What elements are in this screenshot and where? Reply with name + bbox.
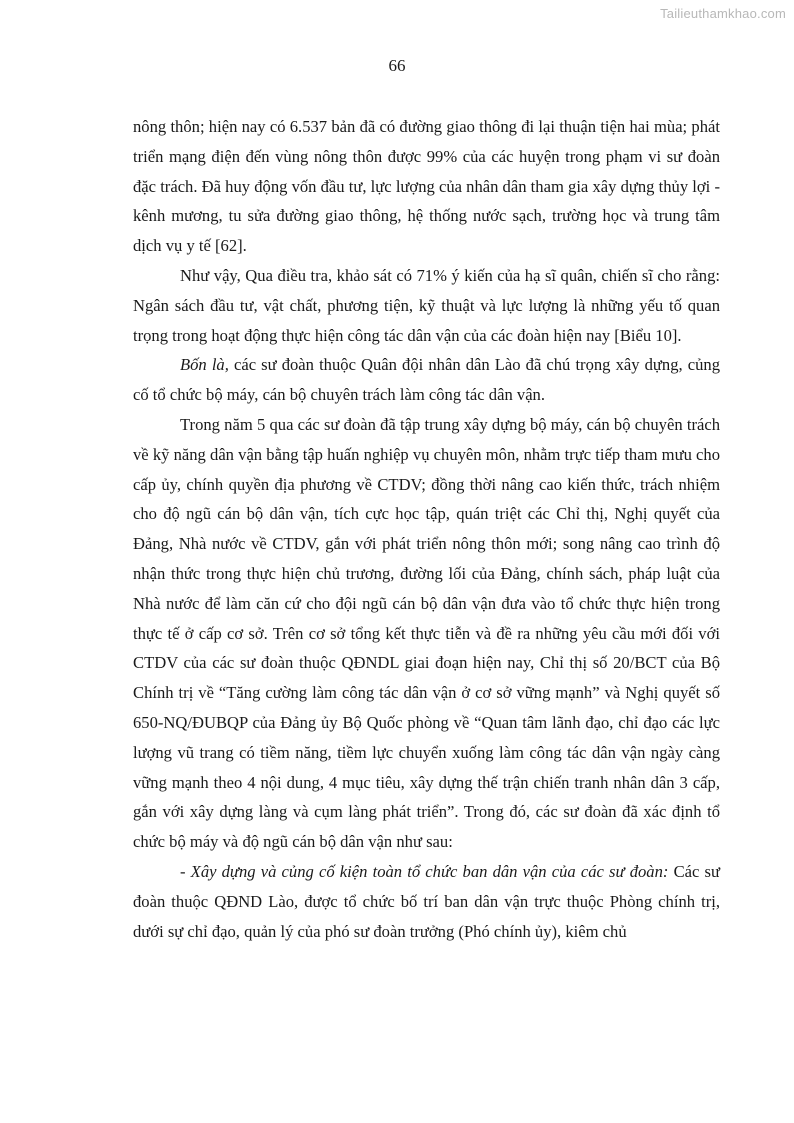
paragraph-5 [133,857,720,946]
paragraph-3-text: các sư đoàn thuộc Quân đội nhân dân Lào đã chú trọng xây dựng, củng cố tổ chức bộ máy, cán bộ chuyên trách làm công tác dân vận. [133,355,721,405]
paragraph-3-lead: Bốn là, [180,355,229,375]
page-number: 66 [388,56,406,75]
paragraph-2: Như vậy, Qua điều tra, khảo sát có 71% ý kiến của hạ sĩ quân, chiến sĩ cho rằng: Ngân sách đầu tư, vật chất, phương tiện, kỹ thuật và lực lượng là những yếu tố quan trọng trong hoạt động thực hiện công tác dân vận của các đoàn hiện nay [Biểu 10]. [133,265,720,345]
paragraph-3 [133,350,720,410]
paragraph-1: nông thôn; hiện nay có 6.537 bản đã có đường giao thông đi lại thuận tiện hai mùa; phát triển mạng điện đến vùng nông thôn được 99% của các huyện trong phạm vi sư đoàn đặc trách. Đã huy động vốn đầu tư, lực lượng của nhân dân tham gia xây dựng thủy lợi - kênh mương, tu sửa đường giao thông, hệ thống nước sạch, trường học và trung tâm dịch vụ y tế [62]. [133,117,720,256]
document-body [133,112,720,946]
paragraph-4: Trong năm 5 qua các sư đoàn đã tập trung xây dựng bộ máy, cán bộ chuyên trách về kỹ năng dân vận bằng tập huấn nghiệp vụ chuyên môn, nhằm trực tiếp tham mưu cho cấp ủy, chính quyền địa phương về CTDV; đồng thời nâng cao kiến thức, trách nhiệm cho độ ngũ cán bộ dân vận, tích cực học tập, quán triệt các Chỉ thị, Nghị quyết của Đảng, Nhà nước về CTDV, gắn với phát triển nông thôn mới; song nâng cao trình độ nhận thức trong thực hiện chủ trương, đường lối của Đảng, chính sách, pháp luật của Nhà nước để làm căn cứ cho đội ngũ cán bộ dân vận đưa vào tổ chức thực hiện trong thực tế ở cấp cơ sở. Trên cơ sở tổng kết thực tiễn và đề ra những yêu cầu mới đối với CTDV của các sư đoàn thuộc QĐNDL giai đoạn hiện nay, Chỉ thị số 20/BCT của Bộ Chính trị về “Tăng cường làm công tác dân vận ở cơ sở vững mạnh” và Nghị quyết số 650-NQ/ĐUBQP của Đảng ủy Bộ Quốc phòng về “Quan tâm lãnh đạo, chỉ đạo các lực lượng vũ trang có tiềm năng, tiềm lực chuyển xuống làm công tác dân vận ngày càng vững mạnh theo 4 nội dung, 4 mục tiêu, xây dựng thế trận chiến tranh nhân dân 3 cấp, gắn với xây dựng làng và cụm làng phát triển”. Trong đó, các sư đoàn đã xác định tổ chức bộ máy và độ ngũ cán bộ dân vận như sau: [133,414,720,852]
watermark-text: Tailieuthamkhao.com [660,6,786,21]
paragraph-5-lead: - Xây dựng và củng cố kiện toàn tổ chức ban dân vận của các sư đoàn: [180,861,669,881]
paragraph-5-text: Các sư đoàn thuộc QĐND Lào, được tổ chức bố trí ban dân vận trực thuộc Phòng chính trị, dưới sự chỉ đạo, quản lý của phó sư đoàn trưởng (Phó chính ủy), kiêm chủ [133,861,721,941]
